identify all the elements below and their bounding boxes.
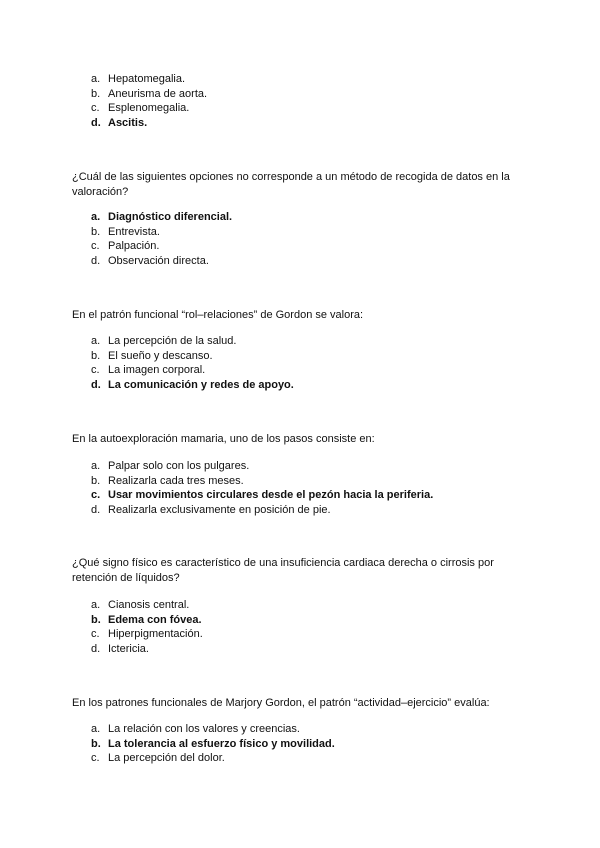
- option-d: [0, 254, 600, 269]
- option-letter: b.: [91, 474, 101, 487]
- option-b-correct: [0, 737, 600, 752]
- option-text: Entrevista.: [108, 225, 160, 238]
- option-text: Ictericia.: [108, 642, 149, 655]
- question-text: ¿Qué signo físico es característico de una insuficiencia cardiaca derecha o cirrosis por retención de líquidos?: [72, 557, 494, 584]
- options-list: [0, 210, 600, 268]
- option-a: [0, 598, 600, 613]
- option-a: [0, 459, 600, 474]
- option-letter: b.: [91, 349, 101, 362]
- option-text: La tolerancia al esfuerzo físico y movilidad.: [108, 737, 335, 750]
- option-text: La relación con los valores y creencias.: [108, 723, 300, 735]
- question-text: En la autoexploración mamaria, uno de los pasos consiste en:: [72, 433, 375, 445]
- option-letter: b.: [91, 613, 101, 626]
- option-letter: a.: [91, 460, 101, 472]
- option-text: Palpación.: [108, 240, 160, 253]
- option-a: [0, 334, 600, 349]
- option-text: Palpar solo con los pulgares.: [108, 460, 250, 472]
- option-letter: d.: [91, 503, 101, 516]
- option-letter: d.: [91, 116, 101, 129]
- option-letter: c.: [91, 364, 100, 377]
- option-text: Diagnóstico diferencial.: [108, 211, 233, 223]
- options-list: [0, 459, 600, 517]
- option-letter: b.: [91, 737, 101, 750]
- option-letter: c.: [91, 489, 101, 502]
- option-b: [0, 225, 600, 240]
- option-c-correct: [0, 488, 600, 503]
- options-list: [0, 334, 600, 392]
- option-letter: a.: [91, 723, 101, 735]
- options-list: [0, 72, 600, 130]
- question-text: En el patrón funcional “rol–relaciones” de Gordon se valora:: [72, 309, 364, 321]
- option-a: [0, 72, 600, 87]
- option-letter: c.: [91, 752, 100, 765]
- option-text: La percepción del dolor.: [108, 752, 225, 765]
- option-text: Aneurisma de aorta.: [108, 87, 208, 100]
- option-d: [0, 503, 600, 518]
- option-letter: c.: [91, 628, 100, 641]
- option-d-correct: [0, 378, 600, 393]
- option-c: [0, 239, 600, 254]
- option-a: [0, 722, 600, 737]
- option-letter: b.: [91, 225, 101, 238]
- question-text: ¿Cuál de las siguientes opciones no corresponde a un método de recogida de datos en la valoración?: [72, 171, 510, 198]
- option-text: Realizarla exclusivamente en posición de pie.: [108, 503, 331, 516]
- option-letter: a.: [91, 599, 101, 611]
- option-text: Hiperpigmentación.: [108, 628, 203, 641]
- option-letter: a.: [91, 211, 101, 223]
- option-letter: d.: [91, 254, 101, 267]
- option-letter: d.: [91, 642, 101, 655]
- option-text: Edema con fóvea.: [108, 613, 202, 626]
- options-list: [0, 722, 600, 766]
- option-letter: a.: [91, 73, 101, 85]
- option-d: [0, 642, 600, 657]
- option-text: Ascitis.: [108, 116, 148, 129]
- option-b-correct: [0, 613, 600, 628]
- option-letter: c.: [91, 102, 100, 115]
- option-letter: c.: [91, 240, 100, 253]
- option-text: Esplenomegalia.: [108, 102, 190, 115]
- option-c: [0, 627, 600, 642]
- option-text: Realizarla cada tres meses.: [108, 474, 244, 487]
- options-list: [0, 598, 600, 656]
- option-b: [0, 349, 600, 364]
- option-text: Cianosis central.: [108, 599, 190, 611]
- option-c: [0, 363, 600, 378]
- option-c: [0, 751, 600, 766]
- option-letter: a.: [91, 335, 101, 347]
- option-d-correct: [0, 116, 600, 131]
- question-text: En los patrones funcionales de Marjory Gordon, el patrón “actividad–ejercicio” evalúa:: [72, 697, 490, 709]
- option-a-correct: [0, 210, 600, 225]
- option-letter: d.: [91, 378, 101, 391]
- option-text: La imagen corporal.: [108, 364, 206, 377]
- option-text: Usar movimientos circulares desde el pezón hacia la periferia.: [108, 489, 434, 502]
- option-text: Hepatomegalia.: [108, 73, 186, 85]
- option-c: [0, 101, 600, 116]
- option-b: [0, 474, 600, 489]
- option-text: El sueño y descanso.: [108, 349, 213, 362]
- option-text: Observación directa.: [108, 254, 209, 267]
- option-b: [0, 87, 600, 102]
- option-letter: b.: [91, 87, 101, 100]
- option-text: La percepción de la salud.: [108, 335, 237, 347]
- option-text: La comunicación y redes de apoyo.: [108, 378, 294, 391]
